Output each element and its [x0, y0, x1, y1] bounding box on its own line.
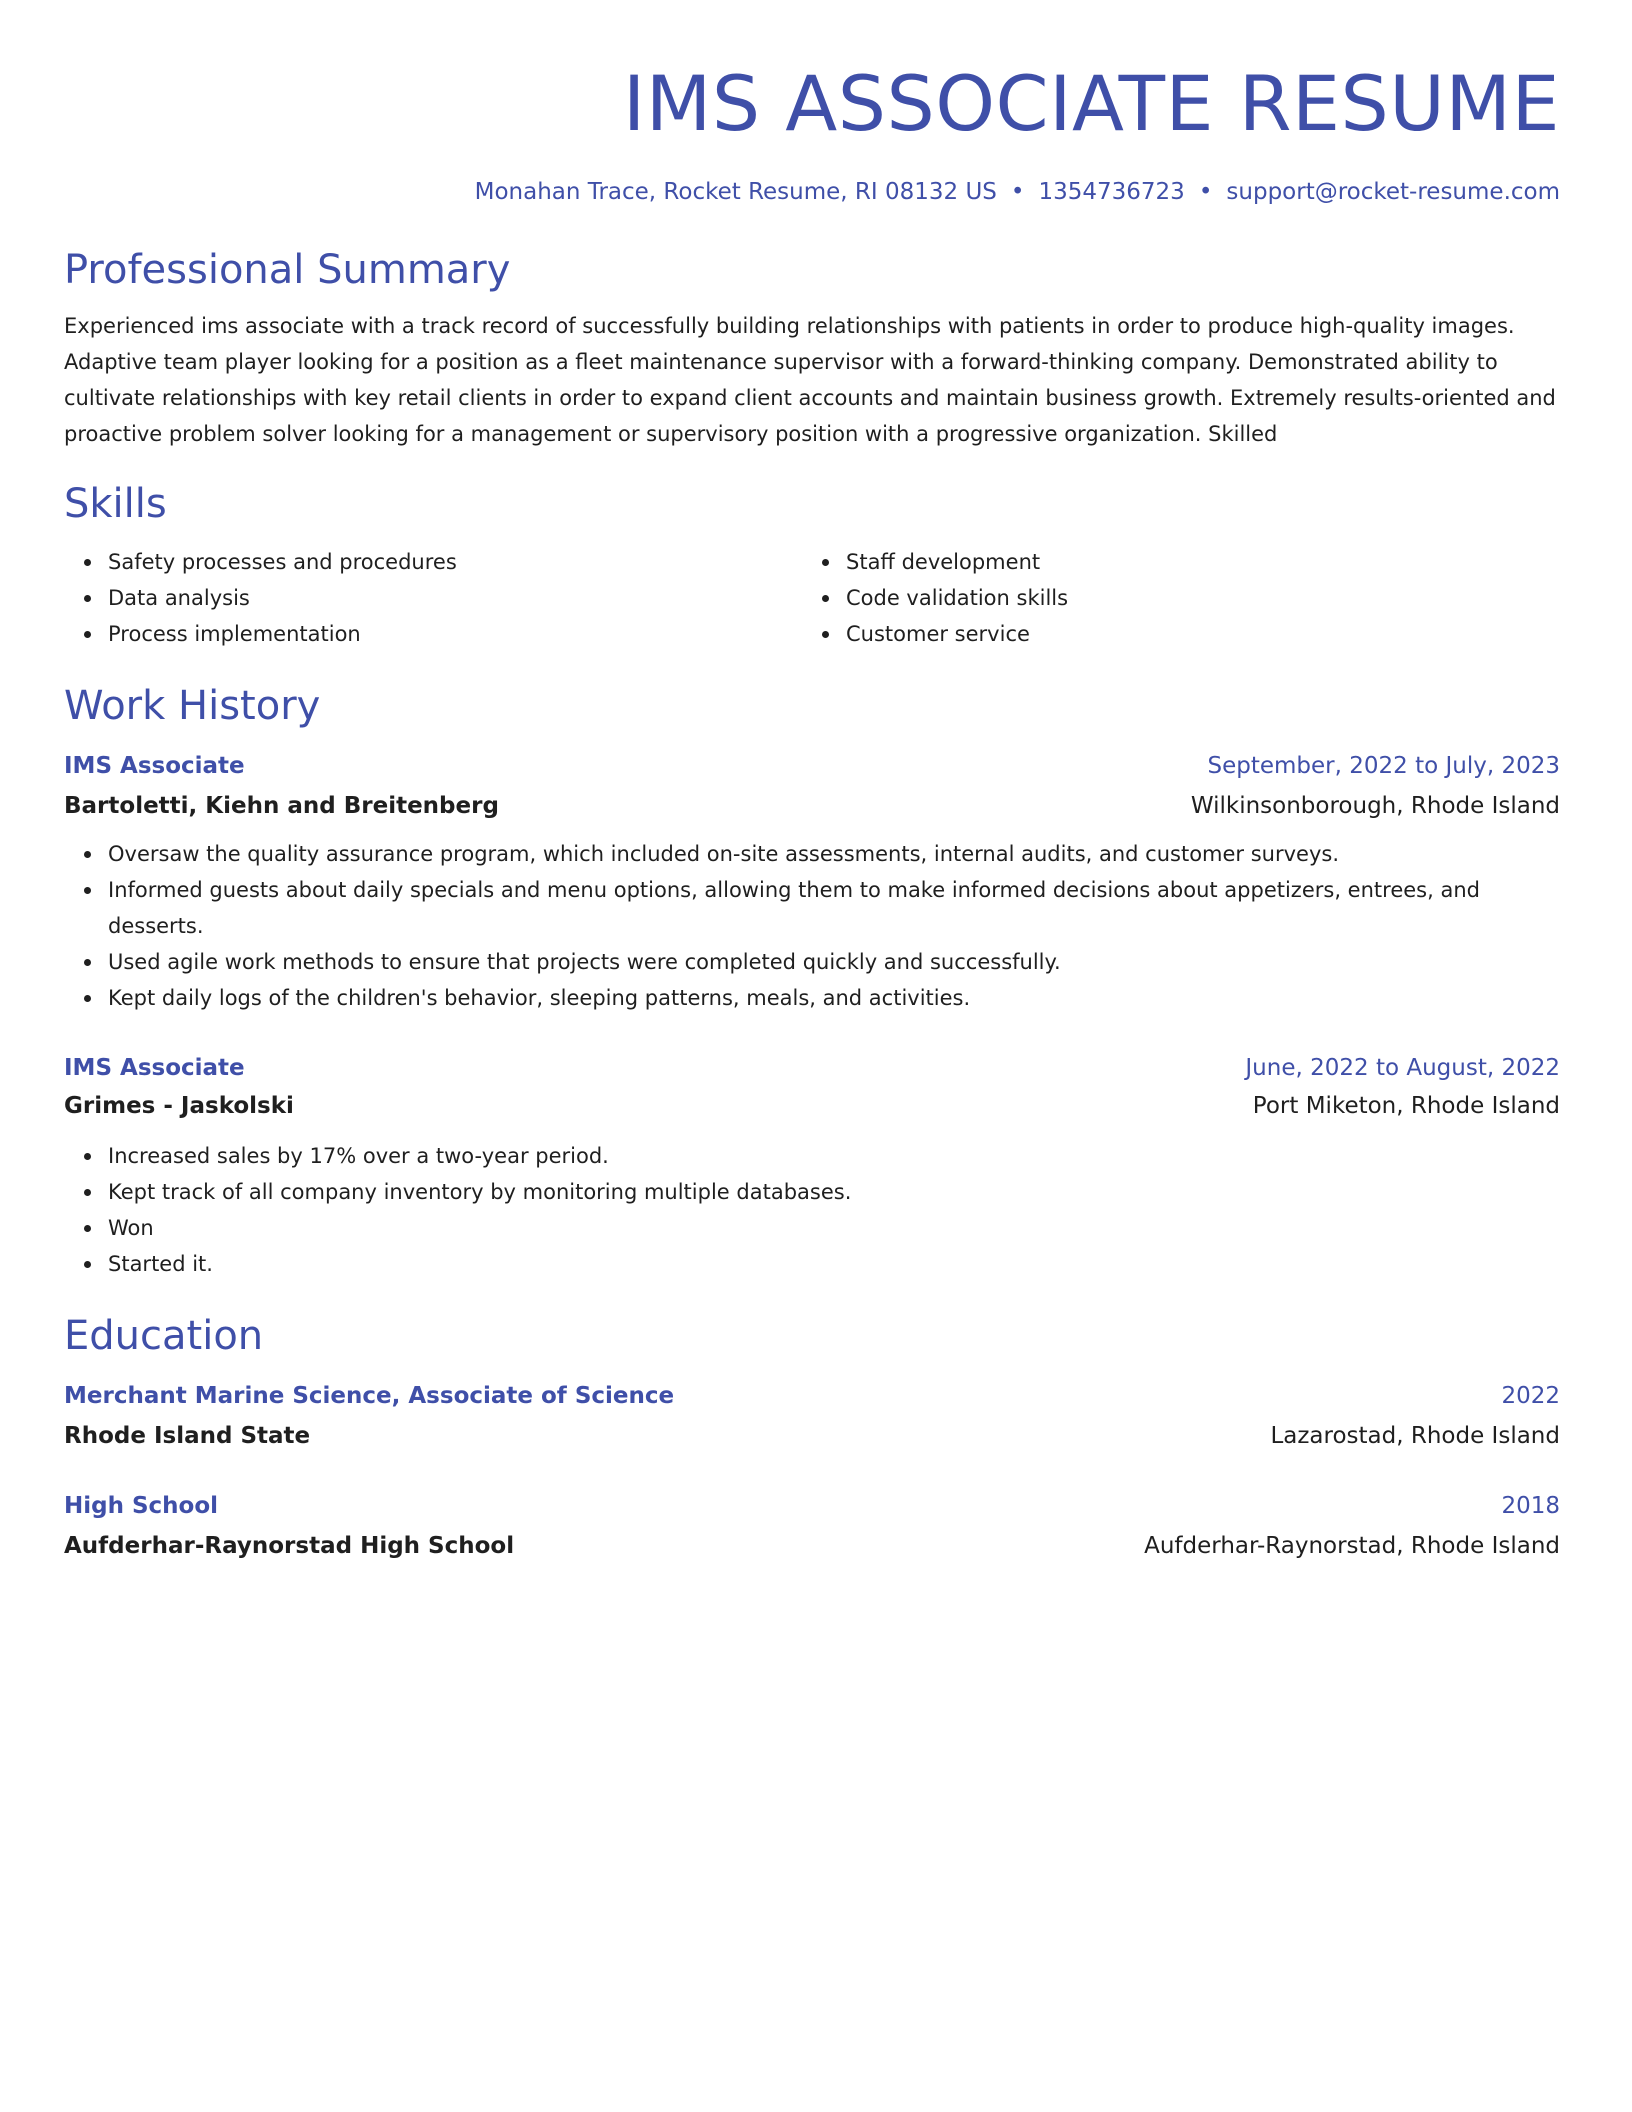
- job-title: IMS Associate: [64, 753, 245, 779]
- education-entry: [64, 1380, 1560, 1452]
- education-entry-header: [64, 1490, 1560, 1522]
- skill-item: Customer service: [846, 616, 1560, 652]
- job-bullet: Kept track of all company inventory by monitoring multiple databases.: [108, 1174, 1560, 1210]
- summary-heading: Professional Summary: [64, 247, 511, 293]
- skill-item: Data analysis: [108, 580, 802, 616]
- education-entry: [64, 1490, 1560, 1562]
- skills-column-left: [64, 544, 802, 652]
- education-heading: Education: [64, 1313, 264, 1359]
- contact-email: support@rocket-resume.com: [1226, 179, 1560, 205]
- skill-item: Process implementation: [108, 616, 802, 652]
- job-location: Port Miketon, Rhode Island: [1252, 1093, 1560, 1119]
- job-bullet: Started it.: [108, 1246, 1560, 1282]
- job-bullet: Oversaw the quality assurance program, which included on-site assessments, internal audits, and customer surveys.: [108, 836, 1560, 872]
- job-bullet: Used agile work methods to ensure that projects were completed quickly and successfully.: [108, 944, 1560, 980]
- job-bullets: [64, 1138, 1560, 1282]
- job-dates: September, 2022 to July, 2023: [1207, 753, 1560, 779]
- skill-item: Code validation skills: [846, 580, 1560, 616]
- work-entry: [64, 750, 1560, 1016]
- work-entry-header: [64, 750, 1560, 782]
- job-bullets: [64, 836, 1560, 1016]
- skill-item: Safety processes and procedures: [108, 544, 802, 580]
- job-bullet: Increased sales by 17% over a two-year period.: [108, 1138, 1560, 1174]
- job-bullet: Won: [108, 1210, 1560, 1246]
- school-location: Lazarostad, Rhode Island: [1270, 1423, 1560, 1449]
- skills-list: [64, 544, 1560, 652]
- company-name: Grimes - Jaskolski: [64, 1093, 294, 1119]
- job-location: Wilkinsonborough, Rhode Island: [1190, 793, 1560, 819]
- education-entry-subheader: [64, 1420, 1560, 1452]
- school-name: Rhode Island State: [64, 1423, 311, 1449]
- degree-name: High School: [64, 1493, 219, 1519]
- skill-item: Staff development: [846, 544, 1560, 580]
- work-entry-header: [64, 1052, 1560, 1084]
- work-history-heading: Work History: [64, 683, 321, 729]
- resume-title: IMS ASSOCIATE RESUME: [622, 59, 1560, 148]
- resume-page: [64, 0, 1560, 1562]
- contact-phone: 1354736723: [1038, 179, 1185, 205]
- job-dates: June, 2022 to August, 2022: [1245, 1055, 1560, 1081]
- education-entry-subheader: [64, 1530, 1560, 1562]
- skills-column-right: [802, 544, 1560, 652]
- company-name: Bartoletti, Kiehn and Breitenberg: [64, 793, 499, 819]
- contact-address: Monahan Trace, Rocket Resume, RI 08132 US: [474, 179, 997, 205]
- work-entry: [64, 1052, 1560, 1282]
- degree-name: Merchant Marine Science, Associate of Science: [64, 1383, 675, 1409]
- contact-separator: •: [1010, 179, 1025, 205]
- job-bullet: Kept daily logs of the children's behavior, sleeping patterns, meals, and activities.: [108, 980, 1560, 1016]
- skills-heading: Skills: [64, 481, 167, 527]
- contact-separator: •: [1198, 179, 1213, 205]
- summary-text: Experienced ims associate with a track record of successfully building relationships with patients in order to produce high-quality images. Adaptive team player looking for a position as a fleet maintenance supervisor with a forward-thinking company. Demonstrated ability to cultivate relationships with key retail clients in order to expand client accounts and maintain business growth. Extremely results-oriented and proactive problem solver looking for a management or supervisory position with a progressive organization. Skilled: [64, 314, 1556, 446]
- graduation-year: 2018: [1501, 1493, 1560, 1519]
- school-name: Aufderhar-Raynorstad High School: [64, 1533, 515, 1559]
- contact-line: [64, 176, 1560, 208]
- work-entry-subheader: [64, 790, 1560, 822]
- job-bullet: Informed guests about daily specials and menu options, allowing them to make informed decisions about appetizers, entrees, and desserts.: [108, 872, 1560, 944]
- education-entry-header: [64, 1380, 1560, 1412]
- school-location: Aufderhar-Raynorstad, Rhode Island: [1144, 1533, 1560, 1559]
- graduation-year: 2022: [1501, 1383, 1560, 1409]
- job-title: IMS Associate: [64, 1055, 245, 1081]
- work-entry-subheader: [64, 1090, 1560, 1122]
